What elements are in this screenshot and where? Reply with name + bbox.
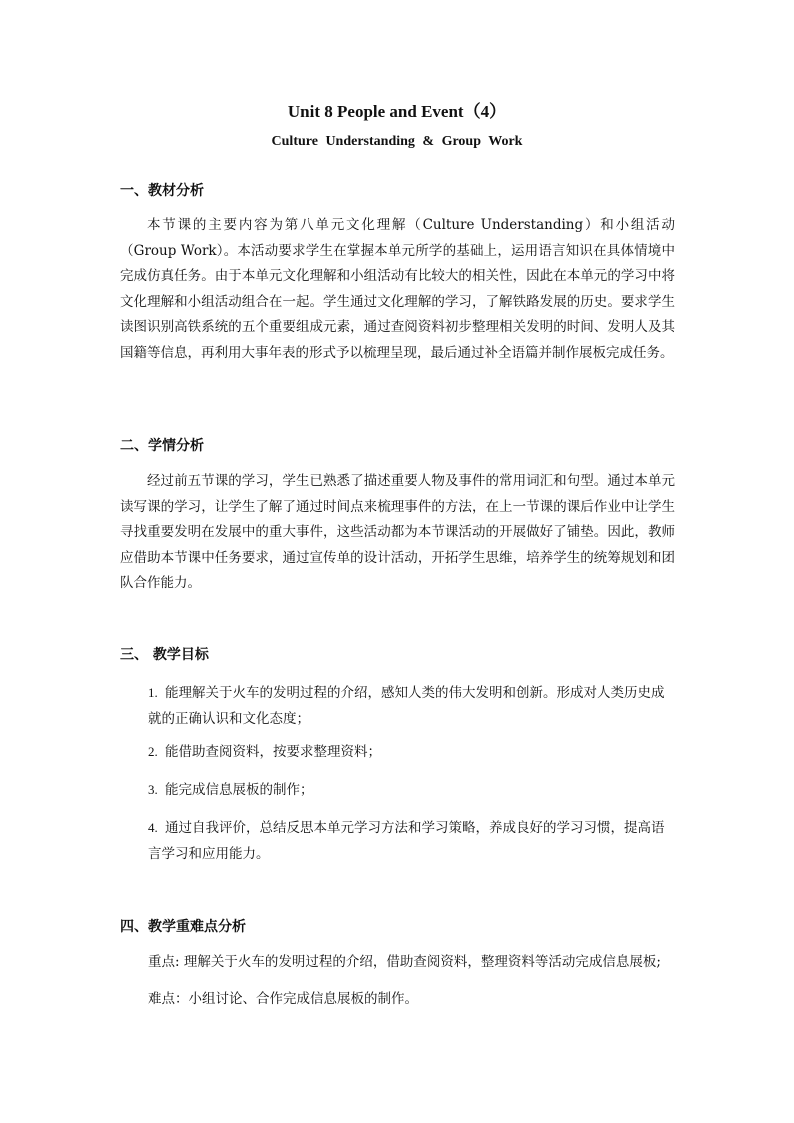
objective-item — [148, 815, 675, 867]
objective-number: 1. — [148, 685, 158, 700]
section-heading-textbook-analysis: 一、教材分析 — [120, 183, 204, 199]
objective-number: 4. — [148, 820, 158, 835]
key-point: 重点: 理解关于火车的发明过程的介绍，借助查阅资料，整理资料等活动完成信息展板; — [148, 954, 661, 970]
section-heading-teaching-objectives: 三、 教学目标 — [120, 647, 209, 663]
section-paragraph-textbook-analysis: 本节课的主要内容为第八单元文化理解（Culture Understanding）和小组活动（Group Work）。本活动要求学生在掌握本单元所学的基础上，运用语言知识在具体情境中完成仿真任务。由于本单元文化理解和小组活动有比较大的相关性，因此在本单元的学习中将文化理解和小组活动组合在一起。学生通过文化理解的学习，了解铁路发展的历史。要求学生读图识别高铁系统的五个重要组成元素，通过查阅资料初步整理相关发明的时间、发明人及其国籍等信息，再利用大事年表的形式予以梳理呈现，最后通过补全语篇并制作展板完成任务。 — [120, 217, 675, 361]
document-title: Unit 8 People and Event（4） — [287, 102, 507, 121]
document-subtitle: Culture Understanding & Group Work — [271, 134, 523, 149]
objective-item — [148, 777, 675, 804]
objective-text: 能借助查阅资料，按要求整理资料； — [165, 744, 381, 760]
objective-text: 能理解关于火车的发明过程的介绍，感知人类的伟大发明和创新。形成对人类历史成就的正确认识和文化态度； — [148, 685, 665, 727]
objective-number: 2. — [148, 744, 158, 759]
objective-text: 能完成信息展板的制作； — [165, 782, 314, 798]
objective-number: 3. — [148, 782, 158, 797]
section-paragraph-student-analysis: 经过前五节课的学习，学生已熟悉了描述重要人物及事件的常用词汇和句型。通过本单元读写课的学习，让学生了解了通过时间点来梳理事件的方法，在上一节课的课后作业中让学生寻找重要发明在发展中的重大事件，这些活动都为本节课活动的开展做好了铺垫。因此，教师应借助本节课中任务要求，通过宣传单的设计活动，开拓学生思维，培养学生的统筹规划和团队合作能力。 — [120, 473, 675, 591]
difficult-point: 难点：小组讨论、合作完成信息展板的制作。 — [148, 991, 418, 1007]
section-heading-key-difficult-points: 四、教学重难点分析 — [120, 919, 246, 935]
objective-text: 通过自我评价，总结反思本单元学习方法和学习策略，养成良好的学习习惯，提高语言学习和应用能力。 — [148, 820, 665, 862]
objective-item — [148, 739, 675, 766]
objective-item — [148, 680, 675, 732]
section-heading-student-analysis: 二、学情分析 — [120, 438, 204, 454]
